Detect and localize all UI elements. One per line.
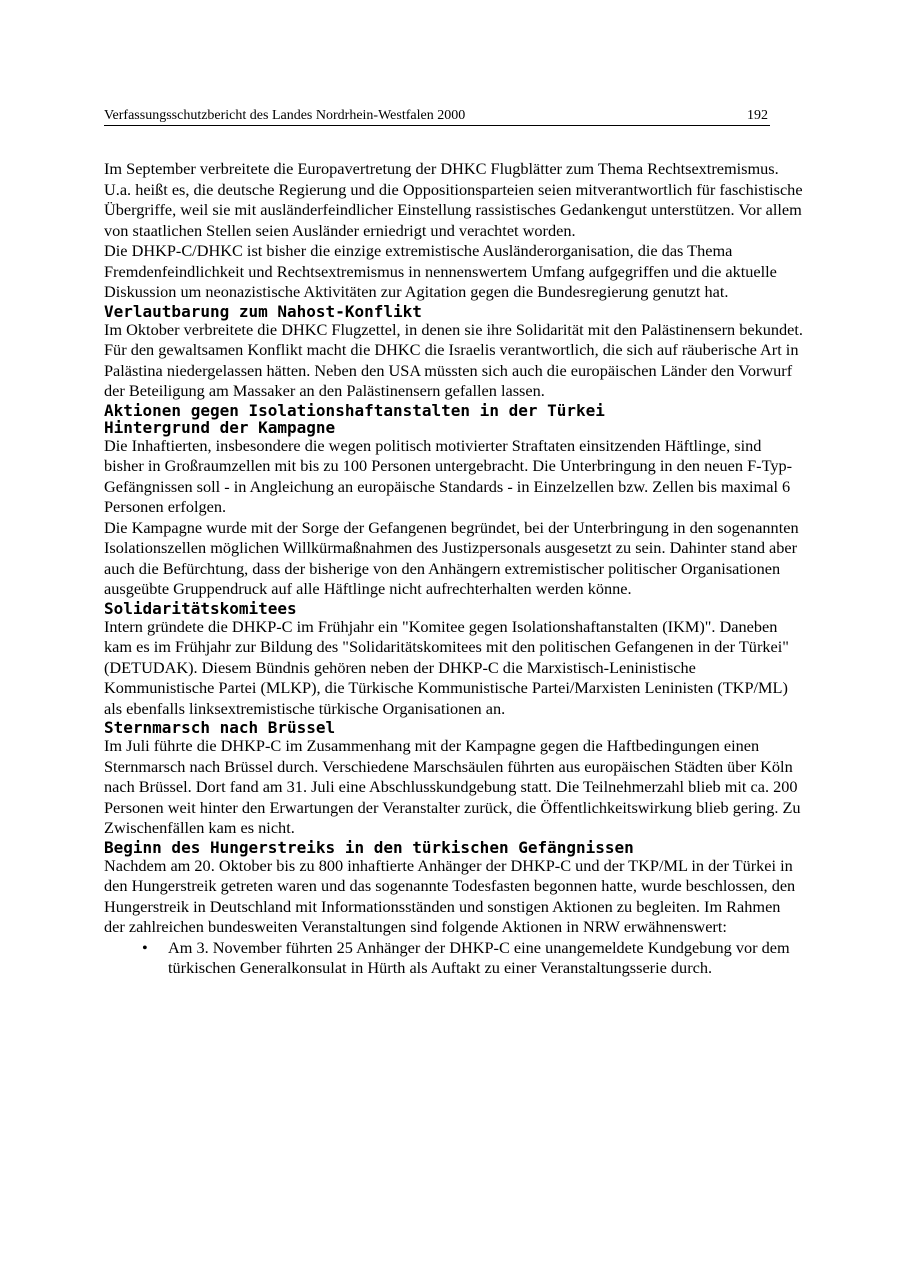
paragraph-kampagne-sorge: Die Kampagne wurde mit der Sorge der Gefangenen begründet, bei der Unterbringung in den sogenannten Isolationszellen möglichen Willkürmaßnahmen des Justizpersonals ausgesetzt zu sein. Dahinter stand aber auch die Befürchtung, dass der bisherige von den Anhängern extremistischer politischer Organisationen ausgeübte Gruppendruck auf alle Häftlinge nicht aufrechterhalten werden könne. (104, 517, 799, 598)
actions-list (104, 938, 804, 979)
paragraph-komitees: Intern gründete die DHKP-C im Frühjahr ein "Komitee gegen Isolationshaftanstalten (IKM)". Daneben kam es im Frühjahr zur Bildung des "Solidaritätskomitees mit den politischen Gefangenen in der Türkei" (DETUDAK). Diesem Bündnis gehören neben der DHKP-C die Marxistisch-Leninistische Kommunistische Partei (MLKP), die Türkische Kommunistische Partei/Marxisten Leninisten (TKP/ML) als ebenfalls linksextremistische türkische Organisationen an. (104, 616, 789, 718)
paragraph-hungerstreik: Nachdem am 20. Oktober bis zu 800 inhaftierte Anhänger der DHKP-C und der TKP/ML in der Türkei in den Hungerstreik getreten waren und das sogenannte Todesfasten begonnen hatte, wurde beschlossen, den Hungerstreik in Deutschland mit Informationsständen und sonstigen Aktionen zu begleiten. Im Rahmen der zahlreichen bundesweiten Veranstaltungen sind folgende Aktionen in NRW erwähnenswert: (104, 855, 796, 936)
paragraph-inhaftierte: Die Inhaftierten, insbesondere die wegen politisch motivierter Straftaten einsitzenden Häftlinge, sind bisher in Großraumzellen mit bis zu 100 Personen untergebracht. Die Unterbringung in den neuen F-Typ-Gefängnissen soll - in Angleichung an europäische Standards - in Einzelzellen bzw. Zellen bis maximal 6 Personen erfolgen. (104, 435, 793, 516)
paragraph-nahost: Im Oktober verbreitete die DHKC Flugzettel, in denen sie ihre Solidarität mit den Palästinensern bekundet. Für den gewaltsamen Konflikt macht die DHKC die Israelis verantwortlich, die sich auf räuberische Art in Palästina niedergelassen hätten. Neben den USA müssten sich auch die europäischen Länder den Vorwurf der Beteiligung am Massaker an den Palästinensern gefallen lassen. (104, 319, 804, 400)
paragraph-flugblaetter: Im September verbreitete die Europavertretung der DHKC Flugblätter zum Thema Rechtsextremismus. U.a. heißt es, die deutsche Regierung und die Oppositionsparteien seien mitverantwortlich für faschistische Übergriffe, weil sie mit ausländerfeindlicher Einstellung rassistisches Gedankengut unterstützen. Vor allem von staatlichen Stellen seien Ausländer erniedrigt und verachtet worden. (104, 159, 803, 240)
document-body (104, 159, 804, 979)
list-item-text: Am 3. November führten 25 Anhänger der DHKP-C eine unangemeldete Kundgebung vor dem türkischen Generalkonsulat in Hürth als Auftakt zu einer Veranstaltungsserie durch. (168, 937, 790, 977)
paragraph-sternmarsch: Im Juli führte die DHKP-C im Zusammenhang mit der Kampagne gegen die Haftbedingungen einen Sternmarsch nach Brüssel durch. Verschiedene Marschsäulen führten aus europäischen Städten über Köln nach Brüssel. Dort fand am 31. Juli eine Abschlusskundgebung statt. Die Teilnehmerzahl blieb mit ca. 200 Personen weit hinter den Erwartungen der Veranstalter zurück, die Öffentlichkeitswirkung blieb gering. Zu Zwischenfällen kam es nicht. (104, 736, 801, 837)
heading-nahost-konflikt: Verlautbarung zum Nahost-Konflikt (104, 301, 422, 321)
heading-hungerstreik: Beginn des Hungerstreiks in den türkischen Gefängnissen (104, 837, 634, 857)
heading-hintergrund-kampagne: Hintergrund der Kampagne (104, 417, 336, 437)
page-header (104, 107, 770, 126)
page-number: 192 (747, 108, 768, 123)
list-item (142, 937, 804, 979)
heading-solidaritaetskomitees: Solidaritätskomitees (104, 598, 297, 618)
heading-isolationshaftanstalten: Aktionen gegen Isolationshaftanstalten in der Türkei (104, 400, 605, 420)
heading-sternmarsch: Sternmarsch nach Brüssel (104, 718, 336, 737)
header-title: Verfassungsschutzbericht des Landes Nordrhein-Westfalen 2000 (104, 108, 466, 123)
paragraph-auslaenderorganisation: Die DHKP-C/DHKC ist bisher die einzige extremistische Ausländerorganisation, die das Thema Fremdenfeindlichkeit und Rechtsextremismus in nennenswertem Umfang aufgegriffen und die aktuelle Diskussion um neonazistische Aktivitäten zur Agitation gegen die Bundesregierung genutzt hat. (104, 241, 777, 301)
bullet-icon: • (142, 937, 148, 957)
